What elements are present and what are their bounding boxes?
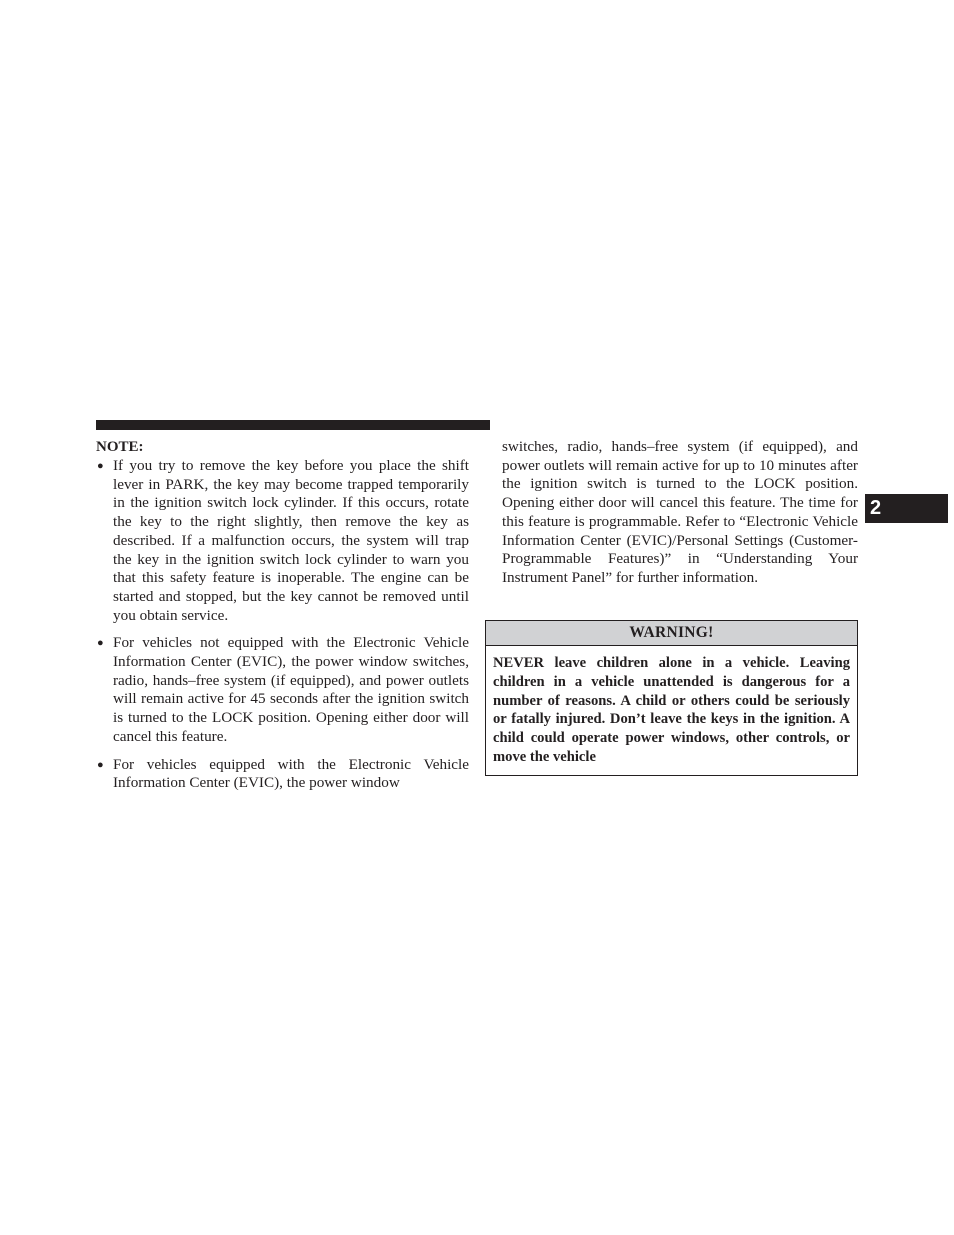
- warning-box: [485, 620, 858, 776]
- left-column: [96, 438, 469, 802]
- note-bullet-item: [96, 756, 469, 793]
- note-bullet-text: For vehicles not equipped with the Electronic Vehicle Information Center (EVIC), the power window switches, radio, hands–free system (if equipped), and power outlets will remain active for 45 seconds after the ignition switch is turned to the LOCK position. Opening either door will cancel this feature.: [113, 634, 469, 745]
- note-bullet-item: [96, 457, 469, 625]
- note-label: NOTE:: [96, 439, 144, 455]
- warning-text: NEVER leave children alone in a vehicle. Leaving children in a vehicle unattended is dangerous for a number of reasons. A child or others could be seriously or fatally injured. Don’t leave the keys in the ignition. A child could operate power windows, other controls, or move the vehicle: [493, 655, 850, 765]
- continuation-paragraph: switches, radio, hands–free system (if equipped), and power outlets will remain active for up to 10 minutes after the ignition switch is turned to the LOCK position. Opening either door will cancel this feature. The time for this feature is programmable. Refer to “Electronic Vehicle Information Center (EVIC)/Personal Settings (Customer-Programmable Features)” in “Understanding Your Instrument Panel” for further information.: [502, 438, 858, 586]
- note-bullet-item: [96, 634, 469, 746]
- section-top-rule: [96, 420, 490, 430]
- note-bullet-list: [96, 457, 469, 793]
- note-bullet-text: If you try to remove the key before you place the shift lever in PARK, the key may become trapped temporarily in the ignition switch lock cylinder. If this occurs, rotate the key to the right slightly, then remove the key as described. If a malfunction occurs, the system will trap the key in the ignition switch lock cylinder to warn you that this safety feature is inoperable. The engine can be started and stopped, but the key cannot be removed until you obtain service.: [113, 457, 469, 624]
- bullet-icon: ●: [97, 637, 104, 650]
- note-bullet-text: For vehicles equipped with the Electronic Vehicle Information Center (EVIC), the power window: [113, 755, 469, 792]
- chapter-tab: 2: [865, 494, 948, 523]
- bullet-icon: ●: [97, 460, 104, 472]
- bullet-icon: ●: [97, 758, 104, 771]
- warning-title: WARNING!: [486, 621, 857, 646]
- right-column: [502, 438, 858, 588]
